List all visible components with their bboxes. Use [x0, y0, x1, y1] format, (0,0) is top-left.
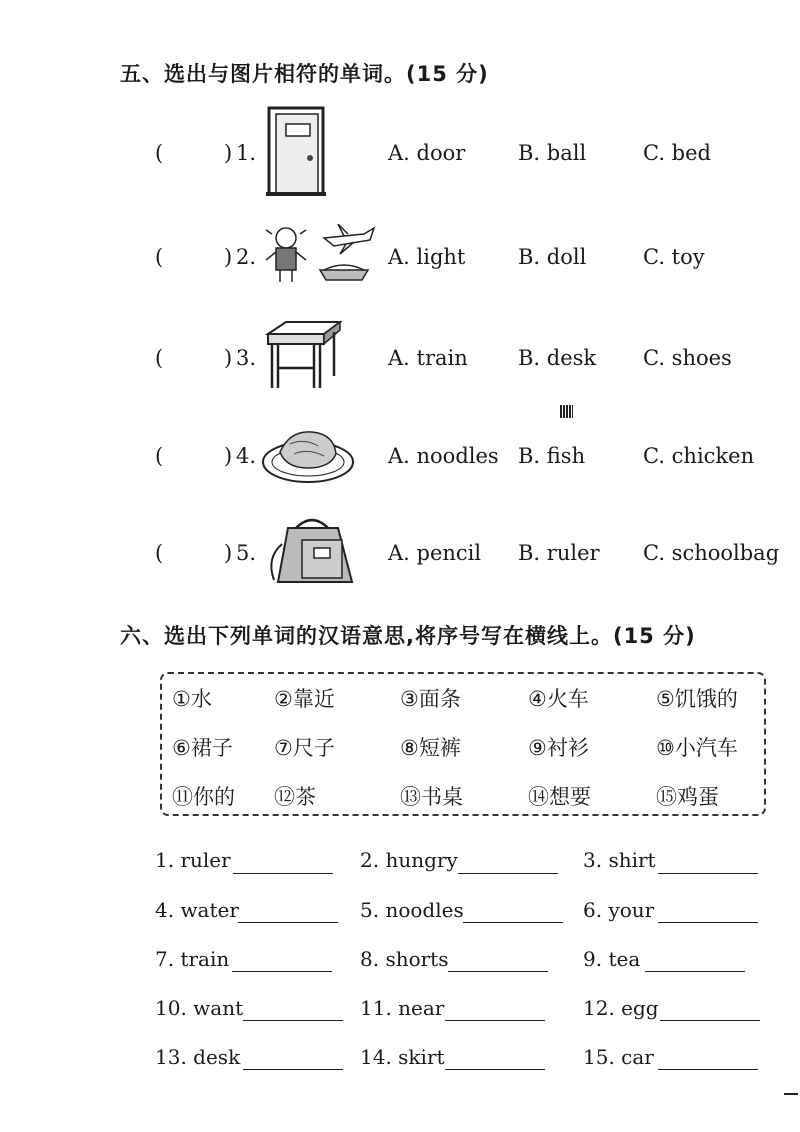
- page-edge-mark: [784, 1093, 798, 1095]
- option-b: B. ball: [518, 141, 587, 165]
- vocab-word: 1. ruler: [155, 848, 231, 872]
- answer-paren-open: (: [155, 245, 164, 269]
- answer-blank[interactable]: [233, 873, 333, 874]
- door-picture: [266, 106, 328, 198]
- answer-blank[interactable]: [445, 1069, 545, 1070]
- vocab-word: 3. shirt: [583, 848, 656, 872]
- word-bank-item: ⑧短裤: [400, 736, 461, 760]
- section-6-title: 六、选出下列单词的汉语意思,将序号写在横线上。(15 分): [120, 624, 696, 648]
- answer-blank[interactable]: [658, 1069, 758, 1070]
- answer-blank[interactable]: [463, 922, 563, 923]
- answer-paren-close: ): [224, 346, 233, 370]
- answer-blank[interactable]: [232, 971, 332, 972]
- word-bank-item: ⑭想要: [528, 785, 591, 809]
- desk-picture: [264, 320, 342, 392]
- word-bank-item: ②靠近: [274, 687, 335, 711]
- answer-paren-open: (: [155, 346, 164, 370]
- vocab-word: 14. skirt: [360, 1045, 445, 1069]
- vocab-word: 9. tea: [583, 947, 641, 971]
- question-number: 1.: [236, 141, 257, 165]
- answer-paren-close: ): [224, 541, 233, 565]
- answer-blank[interactable]: [660, 1020, 760, 1021]
- answer-paren-close: ): [224, 245, 233, 269]
- option-a: A. light: [388, 245, 466, 269]
- toys-picture: [264, 224, 380, 288]
- option-c: C. shoes: [643, 346, 732, 370]
- qr-code-icon: [560, 405, 573, 418]
- question-number: 3.: [236, 346, 257, 370]
- answer-paren-open: (: [155, 141, 164, 165]
- word-bank-item: ⑫茶: [274, 785, 316, 809]
- answer-paren-close: ): [224, 141, 233, 165]
- answer-blank[interactable]: [243, 1020, 343, 1021]
- answer-blank[interactable]: [658, 873, 758, 874]
- word-bank-item: ③面条: [400, 687, 461, 711]
- answer-paren-close: ): [224, 444, 233, 468]
- option-a: A. train: [388, 346, 468, 370]
- option-c: C. schoolbag: [643, 541, 780, 565]
- vocab-word: 2. hungry: [360, 848, 458, 872]
- vocab-word: 4. water: [155, 898, 239, 922]
- answer-blank[interactable]: [445, 1020, 545, 1021]
- vocab-word: 13. desk: [155, 1045, 241, 1069]
- vocab-word: 7. train: [155, 947, 230, 971]
- answer-paren-open: (: [155, 444, 164, 468]
- vocab-word: 15. car: [583, 1045, 654, 1069]
- word-bank-item: ④火车: [528, 687, 589, 711]
- option-b: B. ruler: [518, 541, 600, 565]
- question-number: 2.: [236, 245, 257, 269]
- option-a: A. door: [388, 141, 466, 165]
- question-number: 5.: [236, 541, 257, 565]
- answer-paren-open: (: [155, 541, 164, 565]
- schoolbag-picture: [262, 514, 362, 588]
- word-bank-item: ⑬书桌: [400, 785, 463, 809]
- vocab-word: 12. egg: [583, 996, 659, 1020]
- option-a: A. pencil: [388, 541, 482, 565]
- word-bank-item: ⑦尺子: [274, 736, 335, 760]
- option-b: B. desk: [518, 346, 597, 370]
- word-bank-item: ①水: [172, 687, 212, 711]
- word-bank-item: ⑥裙子: [172, 736, 233, 760]
- answer-blank[interactable]: [645, 971, 745, 972]
- option-c: C. toy: [643, 245, 705, 269]
- option-c: C. chicken: [643, 444, 755, 468]
- answer-blank[interactable]: [238, 922, 338, 923]
- section-5-title: 五、选出与图片相符的单词。(15 分): [120, 62, 489, 86]
- chicken-picture: [260, 424, 356, 486]
- word-bank-item: ⑩小汽车: [656, 736, 738, 760]
- vocab-word: 10. want: [155, 996, 244, 1020]
- answer-blank[interactable]: [458, 873, 558, 874]
- vocab-word: 5. noodles: [360, 898, 464, 922]
- option-a: A. noodles: [388, 444, 499, 468]
- word-bank-item: ⑮鸡蛋: [656, 785, 719, 809]
- word-bank-item: ⑤饥饿的: [656, 687, 738, 711]
- question-number: 4.: [236, 444, 257, 468]
- option-c: C. bed: [643, 141, 711, 165]
- vocab-word: 11. near: [360, 996, 445, 1020]
- answer-blank[interactable]: [448, 971, 548, 972]
- option-b: B. doll: [518, 245, 587, 269]
- word-bank-item: ⑨衬衫: [528, 736, 589, 760]
- answer-blank[interactable]: [658, 922, 758, 923]
- answer-blank[interactable]: [243, 1069, 343, 1070]
- word-bank-item: ⑪你的: [172, 785, 235, 809]
- vocab-word: 6. your: [583, 898, 655, 922]
- option-b: B. fish: [518, 444, 586, 468]
- vocab-word: 8. shorts: [360, 947, 449, 971]
